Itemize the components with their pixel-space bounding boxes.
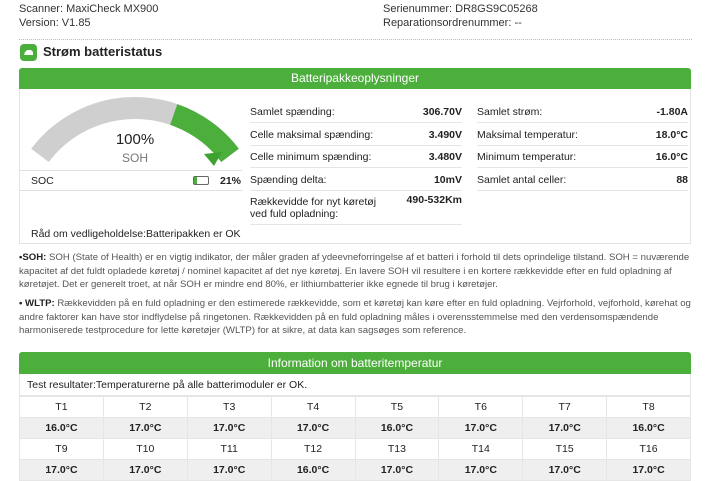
sensor-temp: 17.0°C (523, 418, 607, 439)
row-label: Rækkevidde for nyt køretøj ved fuld opladning: (250, 195, 377, 220)
pack-info-row (250, 124, 462, 146)
row-value: 3.480V (428, 150, 462, 163)
row-value: 10mV (433, 173, 462, 186)
row-label: Samlet antal celler: (477, 173, 567, 186)
pack-info-row (250, 169, 462, 191)
sensor-temp: 17.0°C (103, 460, 187, 481)
sensor-label: T2 (103, 397, 187, 418)
temp-table (19, 396, 691, 481)
row-value: 490-532Km (406, 194, 462, 206)
temp-table-row (20, 397, 691, 418)
soh-note-key: •SOH: (19, 252, 47, 263)
sensor-temp: 17.0°C (355, 460, 439, 481)
sensor-label: T14 (439, 439, 523, 460)
sensor-label: T10 (103, 439, 187, 460)
sensor-label: T13 (355, 439, 439, 460)
row-label: Samlet strøm: (477, 105, 543, 118)
pack-info-row (250, 101, 462, 123)
sensor-label: T4 (271, 397, 355, 418)
pack-info-header: Batteripakkeoplysninger (19, 68, 691, 89)
temp-info-header: Information om batteritemperatur (19, 352, 691, 374)
pack-info-row (250, 146, 462, 168)
wltp-note-text: Rækkevidden på en fuld opladning er den estimerede rækkevidde, som et køretøj kan køre efter en fuld opladning. Vejrforhold, vejforhold, kørehat og andre faktorer kan have stor indflydelse på ringetonen. Rækkevidden på en fuld opladning måles i overensstemmelse med den verdensomspændende harmoniserede testprocedure for lette køretøjer (WLTP) for at sikre, at data kan sagsøges som reference. (19, 298, 691, 336)
sensor-label: T12 (271, 439, 355, 460)
sensor-temp: 17.0°C (187, 418, 271, 439)
sensor-temp: 17.0°C (607, 460, 691, 481)
sensor-temp: 17.0°C (523, 460, 607, 481)
pack-info-row (477, 146, 688, 168)
row-label: Spænding delta: (250, 173, 327, 186)
section-title: Strøm batteristatus (43, 44, 163, 59)
sensor-label: T3 (187, 397, 271, 418)
temp-table-row (20, 418, 691, 439)
sensor-label: T9 (20, 439, 104, 460)
repair-order-label: Reparationsordrenummer: -- (383, 17, 522, 29)
pack-info-row (477, 169, 688, 191)
temp-table-row (20, 439, 691, 460)
row-label: Samlet spænding: (250, 105, 335, 118)
soh-label: SOH (121, 151, 148, 165)
version-label: Version: V1.85 (19, 17, 91, 29)
row-label: Celle maksimal spænding: (250, 128, 374, 141)
row-label: Maksimal temperatur: (477, 128, 578, 141)
sensor-temp: 16.0°C (20, 418, 104, 439)
row-value: 18.0°C (655, 128, 688, 141)
sensor-temp: 17.0°C (271, 418, 355, 439)
serial-label: Serienummer: DR8GS9C05268 (383, 3, 538, 15)
row-label: Celle minimum spænding: (250, 150, 372, 163)
soh-note (19, 251, 691, 292)
sensor-temp: 17.0°C (187, 460, 271, 481)
pack-info-row (250, 191, 462, 225)
sensor-temp: 16.0°C (355, 418, 439, 439)
sensor-temp: 16.0°C (607, 418, 691, 439)
row-value: 306.70V (422, 105, 462, 118)
sensor-label: T8 (607, 397, 691, 418)
soh-value: 100% (115, 131, 155, 148)
temp-test-result: Test resultater:Temperaturerne på alle batterimoduler er OK. (19, 374, 691, 396)
scanner-label: Scanner: MaxiCheck MX900 (19, 3, 159, 15)
divider (20, 190, 242, 191)
sensor-label: T1 (20, 397, 104, 418)
sensor-label: T15 (523, 439, 607, 460)
sensor-temp: 17.0°C (103, 418, 187, 439)
battery-icon (193, 176, 209, 185)
row-label: Minimum temperatur: (477, 150, 577, 163)
maintenance-advice: Råd om vedligeholdelse:Batteripakken er OK (31, 228, 241, 240)
sensor-temp: 17.0°C (20, 460, 104, 481)
row-value: -1.80A (656, 105, 688, 118)
wltp-note-key: • WLTP: (19, 298, 55, 309)
sensor-label: T11 (187, 439, 271, 460)
sensor-label: T5 (355, 397, 439, 418)
soc-value: 21% (220, 175, 242, 187)
sensor-label: T6 (439, 397, 523, 418)
sensor-temp: 17.0°C (439, 418, 523, 439)
wltp-note (19, 297, 691, 338)
divider (20, 170, 242, 171)
sensor-label: T7 (523, 397, 607, 418)
row-value: 16.0°C (655, 150, 688, 163)
pack-info-row (477, 101, 688, 123)
soh-note-text: SOH (State of Health) er en vigtig indikator, der måler graden af ydeevneforringelse af et batteri i forhold til dets oprindelige tilstand. SOH = nuværende kapacitet af det fuldt opladede køretøj / nominel kapacitet af det nye køretøj. En lavere SOH vil resultere i en kortere rækkevidde efter en fuld opladning af køretøjet. Det er generelt troet, at når SOH er mindre end 80%, er lithiumbatterier ikke egnede til brug i køretøjer. (19, 252, 690, 290)
soc-label: SOC (31, 175, 54, 187)
sensor-temp: 16.0°C (271, 460, 355, 481)
sensor-temp: 17.0°C (439, 460, 523, 481)
pack-info-row (477, 124, 688, 146)
temp-table-row (20, 460, 691, 481)
row-value: 88 (676, 173, 688, 186)
row-value: 3.490V (428, 128, 462, 141)
sensor-label: T16 (607, 439, 691, 460)
